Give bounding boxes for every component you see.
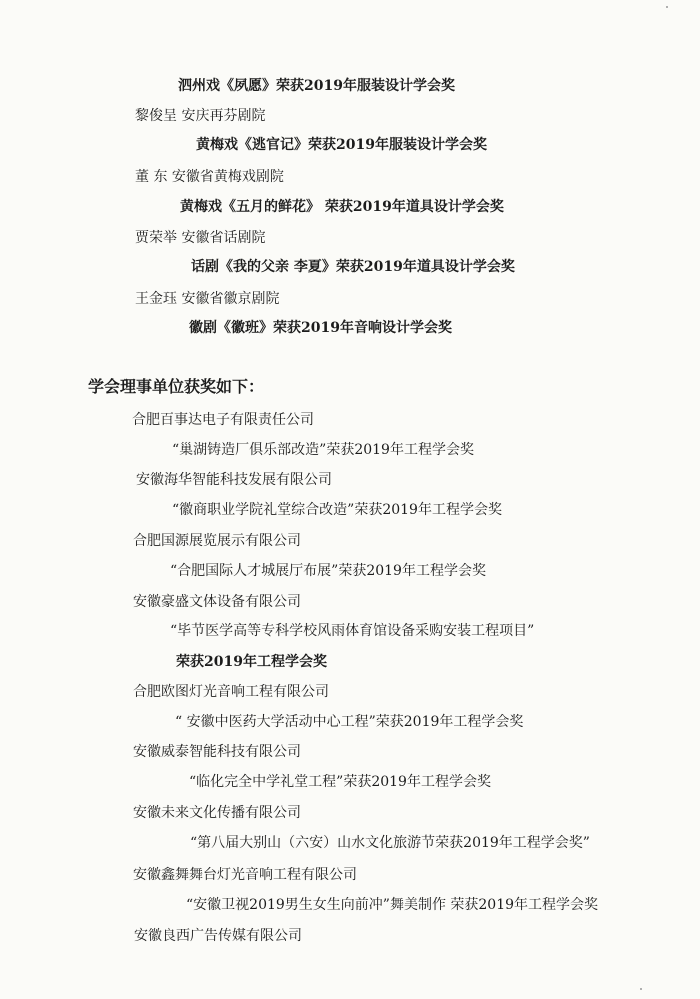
award-line: “ 安徽中医药大学活动中心工程”荣获2019年工程学会奖 xyxy=(175,714,524,730)
recipient-line: 黎俊呈 安庆再芬剧院 xyxy=(135,108,266,124)
company-line: 合肥国源展览展示有限公司 xyxy=(133,533,301,549)
award-line: “临化完全中学礼堂工程”荣获2019年工程学会奖 xyxy=(189,774,491,790)
recipient-line: 贾荣举 安徽省话剧院 xyxy=(135,230,266,246)
award-line: 黄梅戏《逃官记》荣获2019年服装设计学会奖 xyxy=(196,137,487,153)
company-line: 安徽鑫舞舞台灯光音响工程有限公司 xyxy=(133,867,357,883)
award-line: 话剧《我的父亲 李夏》荣获2019年道具设计学会奖 xyxy=(191,259,515,275)
company-line: 安徽海华智能科技发展有限公司 xyxy=(136,472,332,488)
award-line: “毕节医学高等专科学校风雨体育馆设备采购安装工程项目” xyxy=(170,623,535,639)
award-line-continued: 荣获2019年工程学会奖 xyxy=(176,654,327,670)
company-line: 合肥欧图灯光音响工程有限公司 xyxy=(133,684,329,700)
scan-speck xyxy=(666,6,668,8)
scan-speck xyxy=(640,988,642,990)
award-line: 徽剧《徽班》荣获2019年音响设计学会奖 xyxy=(189,320,452,336)
company-line: 安徽威泰智能科技有限公司 xyxy=(133,744,301,760)
company-line: 安徽良西广告传媒有限公司 xyxy=(134,928,302,944)
section-heading: 学会理事单位获奖如下： xyxy=(88,377,265,396)
company-line: 合肥百事达电子有限责任公司 xyxy=(132,412,314,428)
company-line: 安徽未来文化传播有限公司 xyxy=(133,805,301,821)
award-line: “第八届大别山（六安）山水文化旅游节荣获2019年工程学会奖” xyxy=(190,835,590,851)
award-line: 黄梅戏《五月的鲜花》 荣获2019年道具设计学会奖 xyxy=(180,199,504,215)
recipient-line: 董 东 安徽省黄梅戏剧院 xyxy=(135,169,284,185)
award-line: “巢湖铸造厂俱乐部改造”荣获2019年工程学会奖 xyxy=(172,442,474,458)
company-line: 安徽豪盛文体设备有限公司 xyxy=(133,594,301,610)
recipient-line: 王金珏 安徽省徽京剧院 xyxy=(135,291,280,307)
award-line: “徽商职业学院礼堂综合改造”荣获2019年工程学会奖 xyxy=(172,502,502,518)
award-line: “安徽卫视2019男生女生向前冲”舞美制作 荣获2019年工程学会奖 xyxy=(186,897,599,913)
award-line: 泗州戏《夙愿》荣获2019年服装设计学会奖 xyxy=(178,78,455,94)
award-line: “合肥国际人才城展厅布展”荣获2019年工程学会奖 xyxy=(170,563,486,579)
